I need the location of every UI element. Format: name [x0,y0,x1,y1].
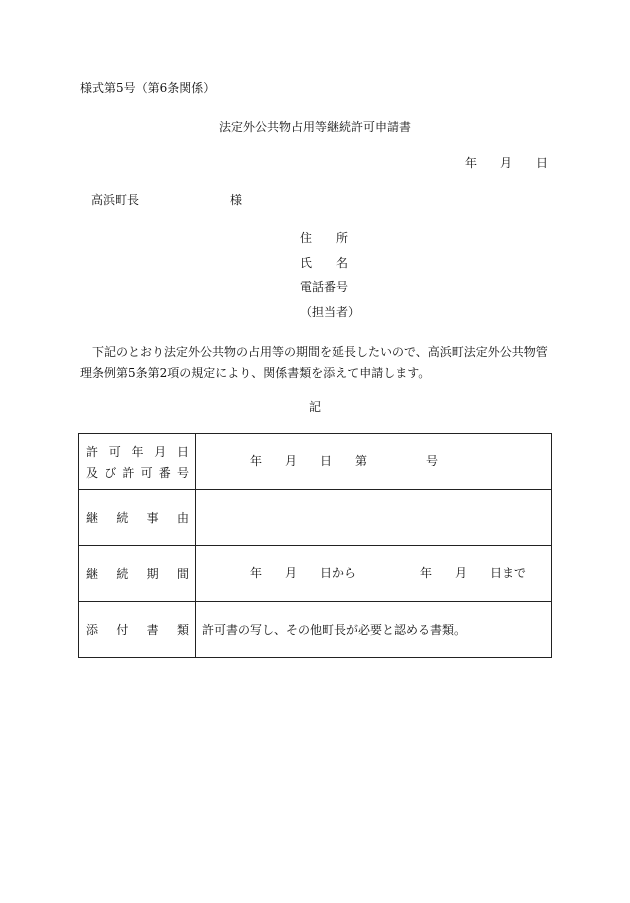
table-row [79,602,552,658]
table-row [79,546,552,602]
table-row [79,434,552,490]
applicant-address-label: 住 所 [300,231,348,245]
continuation-reason-field[interactable] [196,490,552,546]
date-day-label: 日 [536,156,549,170]
form-number: 様式第5号（第6条関係） [80,81,216,95]
attached-documents-value: 許可書の写し、その他町長が必要と認める書類。 [196,602,552,658]
permit-date-number-header: 許 可 年 月 日 及 び 許 可 番 号 [79,434,196,490]
application-statement: 下記のとおり法定外公共物の占用等の期間を延長したいので、高浜町法定外公共物管理条例第5条第2項の規定により、関係書類を添えて申請します。 [80,345,548,380]
applicant-name-label: 氏 名 [300,256,348,270]
application-table [78,433,552,658]
document-title: 法定外公共物占用等継続許可申請書 [218,120,411,134]
table-row [79,490,552,546]
applicant-contact-label: （担当者） [300,305,361,319]
addressee-name: 高浜町長 [91,193,140,207]
date-month-label: 月 [500,156,513,170]
addressee-honorific: 様 [230,193,243,207]
continuation-period-field[interactable]: 年 月 日から 年 月 日まで [196,546,552,602]
continuation-period-header: 継 続 期 間 [79,546,196,602]
permit-date-number-field[interactable]: 年 月 日 第 号 [196,434,552,490]
continuation-reason-header: 継 続 事 由 [79,490,196,546]
attached-documents-header: 添 付 書 類 [79,602,196,658]
applicant-phone-label: 電話番号 [300,280,349,294]
ki-heading: 記 [308,400,321,414]
date-year-label: 年 [465,156,478,170]
